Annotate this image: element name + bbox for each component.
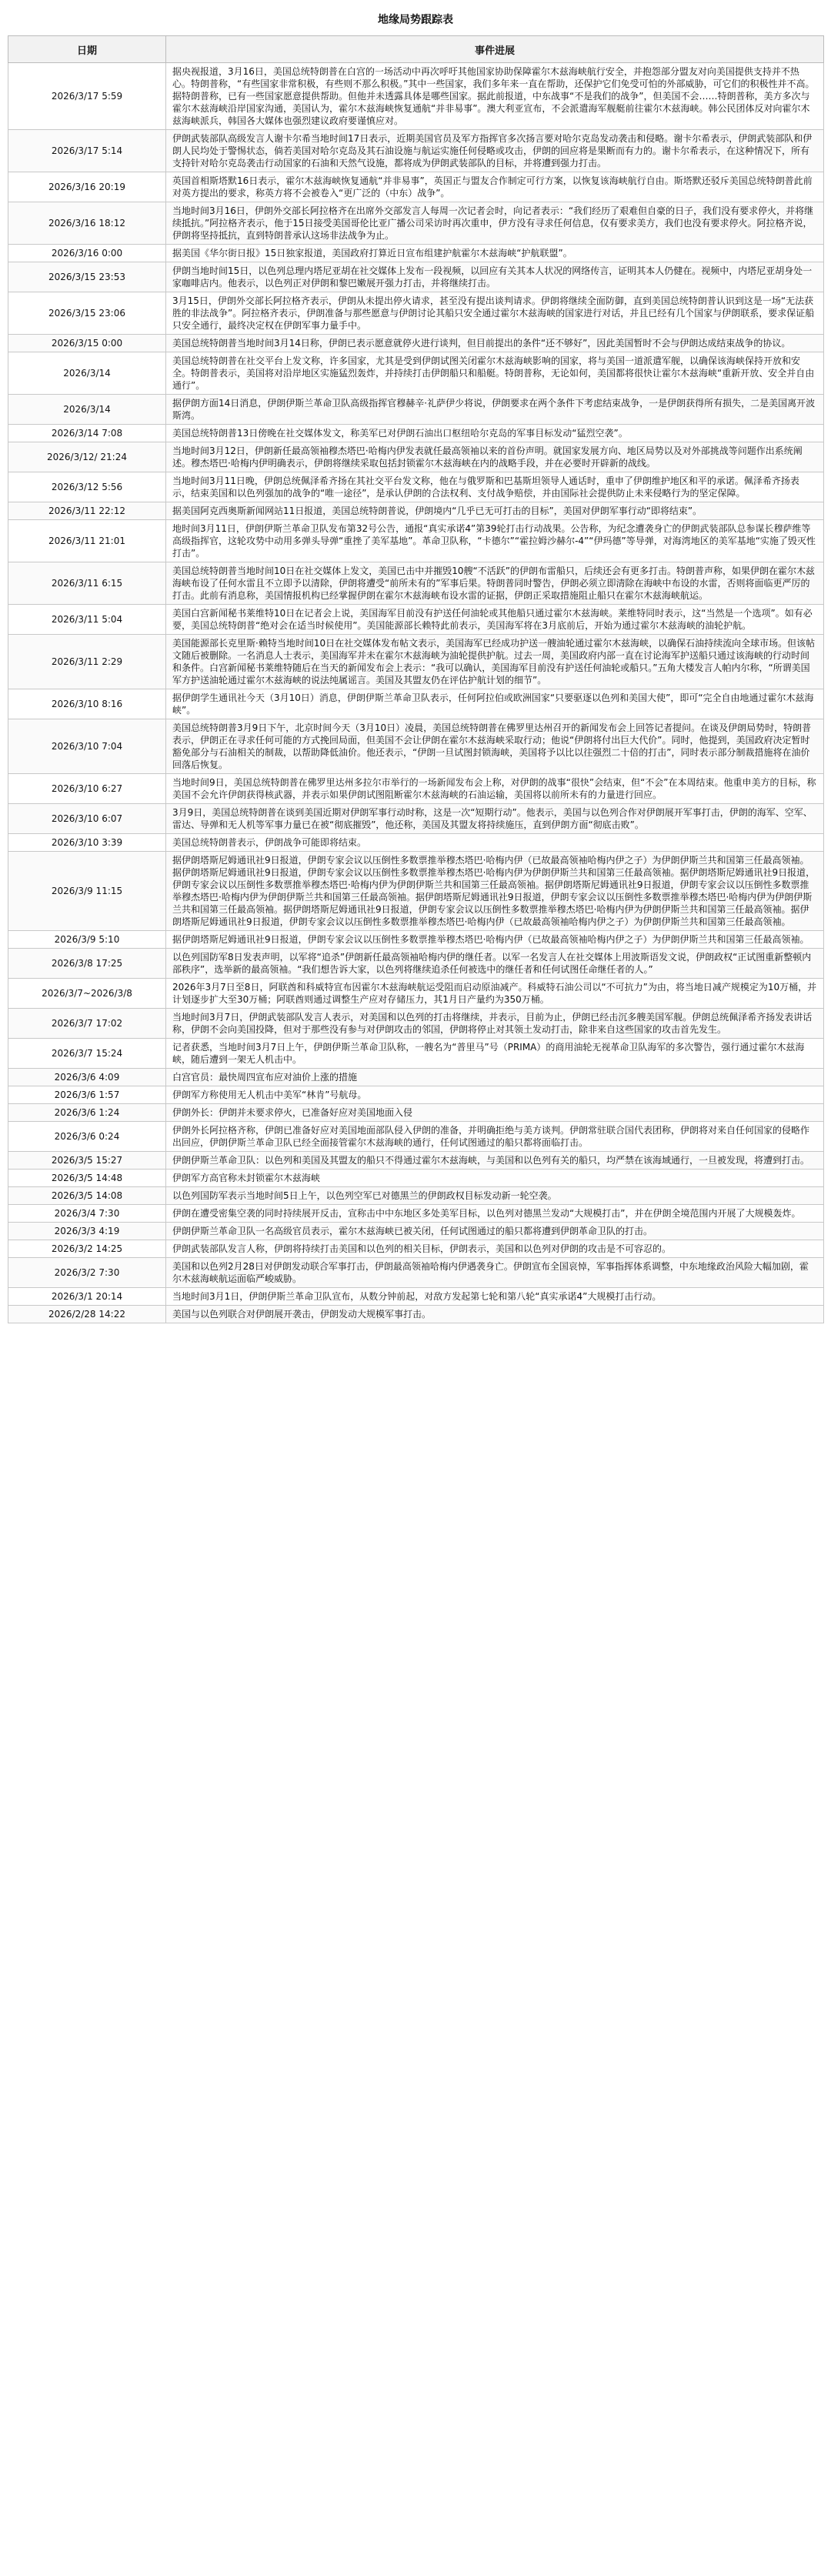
row-event: 据美国阿克西奥斯新闻网站11日报道，美国总统特朗普说，伊朗境内“几乎已无可打击的目标”，美国对伊朗军事行动“即将结束”。 — [166, 502, 824, 520]
tracker-sheet — [8, 5, 823, 1323]
row-event: 伊朗在遭受密集空袭的同时持续展开反击，宣称击中中东地区多处美军目标，以色列对德黑兰发动“大规模打击”，并在伊朗全境范围内开展了大规模轰炸。 — [166, 1205, 824, 1223]
row-date: 2026/3/6 0:24 — [8, 1122, 166, 1152]
table-row — [8, 1205, 824, 1223]
table-row — [8, 425, 824, 442]
row-event: 据伊朗方面14日消息，伊朗伊斯兰革命卫队高级指挥官穆赫辛·礼萨伊少将说，伊朗要求在两个条件下考虑结束战争，一是伊朗获得所有损失，二是美国离开波斯湾。 — [166, 395, 824, 425]
row-date: 2026/3/10 6:27 — [8, 774, 166, 804]
row-date: 2026/3/2 14:25 — [8, 1240, 166, 1258]
row-date: 2026/3/3 4:19 — [8, 1223, 166, 1240]
row-event: 伊朗当地时间15日，以色列总理内塔尼亚胡在社交媒体上发布一段视频，以回应有关其本人状况的网络传言，证明其本人仍健在。视频中，内塔尼亚胡身处一家咖啡店内。他表示，以色列正对伊朗和黎巴嫩展开强力打击，并将继续打击。 — [166, 262, 824, 292]
row-event: 伊朗军方高官称未封锁霍尔木兹海峡 — [166, 1170, 824, 1187]
row-event: 当地时间3月1日，伊朗伊斯兰革命卫队宣布，从数分钟前起，对敌方发起第七轮和第八轮“真实承诺4”大规模打击行动。 — [166, 1288, 824, 1306]
table-row — [8, 774, 824, 804]
row-date: 2026/3/2 7:30 — [8, 1258, 166, 1288]
table-row — [8, 979, 824, 1009]
row-date: 2026/3/5 14:48 — [8, 1170, 166, 1187]
row-date: 2026/3/5 15:27 — [8, 1152, 166, 1170]
row-date: 2026/2/28 14:22 — [8, 1306, 166, 1323]
row-date: 2026/3/16 20:19 — [8, 172, 166, 202]
row-event: 美国总统特朗普在社交平台上发文称，许多国家，尤其是受到伊朗试图关闭霍尔木兹海峡影响的国家，将与美国一道派遣军舰，以确保该海峡保持开放和安全。特朗普表示，美国将对沿岸地区实施猛烈轰炸，并持续打击伊朗船只和船艇。特朗普称，无论如何，美国都将很快让霍尔木兹海峡“重新开放、安全并自由通行”。 — [166, 352, 824, 395]
row-event: 伊朗军方称使用无人机击中美军“林肯”号航母。 — [166, 1086, 824, 1104]
row-event: 以色列国防军表示当地时间5日上午，以色列空军已对德黑兰的伊朗政权目标发动新一轮空袭。 — [166, 1187, 824, 1205]
table-row — [8, 562, 824, 605]
row-event: 据央视报道，3月16日，美国总统特朗普在白宫的一场活动中再次呼吁其他国家协助保障霍尔木兹海峡航行安全，并抱怨部分盟友对向美国提供支持并不热心。特朗普称，“有些国家非常积极，有些则不那么积极。”其中一些国家，我们多年来一直在帮助，还保护它们免受可怕的外部威胁，可它们的积极性并不高。据特朗普称，已有一些国家愿意提供帮助。但他并未透露具体是哪些国家。据此前报道，中东战事“不是我们的战争”，但美国不会……特朗普称，美方多次与霍尔木兹海峡沿岸国家沟通，美国认为，霍尔木兹海峡恢复通航“并非易事”。澳大利亚宣布，不会派遣海军舰艇前往霍尔木兹海峡。韩公民团体反对向霍尔木兹海峡派兵，韩国各大媒体也强烈建议政府要谨慎应对。 — [166, 63, 824, 130]
row-event: 当地时间3月12日，伊朗新任最高领袖穆杰塔巴·哈梅内伊发表就任最高领袖以来的首份声明。就国家发展方向、地区局势以及对外部挑战等问题作出系统阐述。穆杰塔巴·哈梅内伊明确表示，伊朗将继续采取包括封锁霍尔木兹海峡在内的战略手段，并在必要时开辟新的战线。 — [166, 442, 824, 472]
table-row — [8, 1152, 824, 1170]
row-date: 2026/3/14 — [8, 352, 166, 395]
table-row — [8, 1086, 824, 1104]
row-date: 2026/3/10 6:07 — [8, 804, 166, 834]
table-row — [8, 130, 824, 172]
row-date: 2026/3/17 5:59 — [8, 63, 166, 130]
row-date: 2026/3/10 3:39 — [8, 834, 166, 852]
row-event: 当地时间3月7日，伊朗武装部队发言人表示，对美国和以色列的打击将继续，并表示，目前为止，伊朗已经击沉多艘美国军舰。伊朗总统佩泽希齐扬发表讲话称，伊朗不会向美国投降，但对于那些没有参与对伊朗攻击的邻国，伊朗将停止对其领土发动打击，除非来自这些国家的攻击首先发生。 — [166, 1009, 824, 1039]
table-row — [8, 202, 824, 245]
table-row — [8, 1187, 824, 1205]
table-row — [8, 502, 824, 520]
table-row — [8, 931, 824, 949]
row-date: 2026/3/12 5:56 — [8, 472, 166, 502]
table-row — [8, 352, 824, 395]
row-date: 2026/3/10 8:16 — [8, 689, 166, 719]
row-event: 伊朗武装部队发言人称，伊朗将持续打击美国和以色列的相关目标，伊朗表示，美国和以色列对伊朗的攻击是不可容忍的。 — [166, 1240, 824, 1258]
row-date: 2026/3/11 22:12 — [8, 502, 166, 520]
row-event: 美国总统特朗普表示，伊朗战争可能即将结束。 — [166, 834, 824, 852]
table-row — [8, 1223, 824, 1240]
row-event: 以色列国防军8日发表声明，以军将“追杀”伊朗新任最高领袖哈梅内伊的继任者。以军一名发言人在社交媒体上用波斯语发文说，伊朗政权“正试图重新整顿内部秩序”，选举新的最高领袖。“我们想告诉大家，以色列将继续追杀任何被选中的继任者和任何试图任命继任者的人。” — [166, 949, 824, 979]
table-body — [8, 63, 824, 1323]
table-row — [8, 605, 824, 635]
row-event: 美国总统特朗普13日傍晚在社交媒体发文，称美军已对伊朗石油出口枢纽哈尔克岛的军事目标发动“猛烈空袭”。 — [166, 425, 824, 442]
row-event: 当地时间9日，美国总统特朗普在佛罗里达州多拉尔市举行的一场新闻发布会上称，对伊朗的战事“很快”会结束，但“不会”在本周结束。他重申美方的目标，称美国不会允许伊朗获得核武器，并表示如果伊朗试图阻断霍尔木兹海峡的石油运输，美国将以前所未有的力量进行回应。 — [166, 774, 824, 804]
row-event: 英国首相斯塔默16日表示，霍尔木兹海峡恢复通航“并非易事”，英国正与盟友合作制定可行方案，以恢复该海峡航行自由。斯塔默还驳斥美国总统特朗普此前对英方提出的要求，称英方将不会被卷入“更广泛的（中东）战争”。 — [166, 172, 824, 202]
table-row — [8, 1288, 824, 1306]
row-date: 2026/3/11 5:04 — [8, 605, 166, 635]
table-row — [8, 804, 824, 834]
table-row — [8, 172, 824, 202]
row-date: 2026/3/14 7:08 — [8, 425, 166, 442]
table-row — [8, 442, 824, 472]
row-date: 2026/3/6 4:09 — [8, 1069, 166, 1086]
date-column-header: 日期 — [8, 36, 166, 63]
table-row — [8, 1009, 824, 1039]
row-event: 白宫官员：最快周四宣布应对油价上涨的措施 — [166, 1069, 824, 1086]
row-date: 2026/3/9 11:15 — [8, 852, 166, 931]
table-row — [8, 1069, 824, 1086]
table-row — [8, 245, 824, 262]
table-title: 地缘局势跟踪表 — [378, 14, 453, 26]
table-row — [8, 395, 824, 425]
row-event: 美国白宫新闻秘书莱维特10日在记者会上说，美国海军目前没有护送任何油轮或其他船只通过霍尔木兹海峡。莱维特同时表示，这“当然是一个选项”。如有必要，美国总统特朗普“绝对会在适当时候使用”。美国能源部长赖特此前表示，美国海军将在3月底前后，开始为通过霍尔木兹海峡的油轮护航。 — [166, 605, 824, 635]
row-date: 2026/3/14 — [8, 395, 166, 425]
table-row — [8, 852, 824, 931]
row-event: 美国和以色列2月28日对伊朗发动联合军事打击，伊朗最高领袖哈梅内伊遇袭身亡。伊朗宣布全国哀悼，军事指挥体系调整，中东地缘政治风险大幅加剧，霍尔木兹海峡航运面临严峻威胁。 — [166, 1258, 824, 1288]
row-event: 记者获悉，当地时间3月7日上午，伊朗伊斯兰革命卫队称，一艘名为“普里马”号（PRIMA）的商用油轮无视革命卫队海军的多次警告，强行通过霍尔木兹海峡，随后遭到一架无人机击中。 — [166, 1039, 824, 1069]
row-date: 2026/3/6 1:24 — [8, 1104, 166, 1122]
row-event: 地时间3月11日，伊朗伊斯兰革命卫队发布第32号公告，通报“真实承诺4”第39轮打击行动战果。公告称，为纪念遭袭身亡的伊朗武装部队总参谋长穆萨维等高级指挥官，这轮攻势中动用多弹头导弹“重挫了美军基地”。革命卫队称，“卡德尔”“霍拉姆沙赫尔-4”“伊玛德”等导弹，对海湾地区的美军基地“实施了毁灭性打击”。 — [166, 520, 824, 562]
row-event: 美国总统特朗普当地时间10日在社交媒体上发文，美国已击中并摧毁10艘“不活跃”的伊朗布雷船只，后续还会有更多打击。特朗普声称，如果伊朗在霍尔木兹海峡布设了任何水雷且不立即予以清除，伊朗将遭受“前所未有的”军事后果。特朗普同时警告，伊朗必须立即清除在海峡中布设的水雷，否则将面临更严厉的打击。此前有消息称，美国情报机构已经掌握伊朗在霍尔木兹海峡布设水雷的证据，伊朗正采取措施阻止船只在霍尔木兹海峡航运。 — [166, 562, 824, 605]
table-row — [8, 1039, 824, 1069]
row-date: 2026/3/11 6:15 — [8, 562, 166, 605]
row-event: 2026年3月7日至8日，阿联酋和科威特宣布因霍尔木兹海峡航运受阻而启动原油减产。科威特石油公司以“不可抗力”为由，将当地日减产规模定为10万桶，并计划逐步扩大至30万桶；阿联酋则通过调整生产应对存储压力，其1月日产量约为350万桶。 — [166, 979, 824, 1009]
table-row — [8, 689, 824, 719]
table-row — [8, 1104, 824, 1122]
table-row — [8, 719, 824, 774]
row-event: 伊朗武装部队高级发言人谢卡尔希当地时间17日表示，近期美国官员及军方指挥官多次扬言要对哈尔克岛发动袭击和侵略。谢卡尔希表示，伊朗武装部队和伊朗人民均处于警惕状态，倘若美国对哈尔克岛及其石油设施与航运实施任何侵略或攻击，伊朗的回应将是果断而有力的。谢卡尔希表示，在这种情况下，所有支持针对哈尔克岛袭击行动国家的石油和天然气设施，都将成为伊朗武装部队的目标，并将遭到强力打击。 — [166, 130, 824, 172]
row-event: 据伊朗学生通讯社今天（3月10日）消息，伊朗伊斯兰革命卫队表示，任何阿拉伯或欧洲国家“只要驱逐以色列和美国大使”，即可“完全自由地通过霍尔木兹海峡”。 — [166, 689, 824, 719]
row-date: 2026/3/5 14:08 — [8, 1187, 166, 1205]
row-event: 伊朗伊斯兰革命卫队一名高级官员表示，霍尔木兹海峡已被关闭，任何试图通过的船只都将遭到伊朗革命卫队的打击。 — [166, 1223, 824, 1240]
row-event: 伊朗外长阿拉格齐称，伊朗已准备好应对美国地面部队侵入伊朗的准备，并明确拒绝与美方谈判。伊朗常驻联合国代表团称，伊朗将对来自任何国家的侵略作出回应，伊朗伊斯兰革命卫队已经全面接管霍尔木兹海峡的通行，任何试图通过的船只都将面临打击。 — [166, 1122, 824, 1152]
row-event: 据伊朗塔斯尼姆通讯社9日报道，伊朗专家会议以压倒性多数票推举穆杰塔巴·哈梅内伊（已故最高领袖哈梅内伊之子）为伊朗伊斯兰共和国第三任最高领袖。据伊朗塔斯尼姆通讯社9日报道，伊朗专家会议以压倒性多数票推举穆杰塔巴·哈梅内伊为伊朗伊斯兰共和国第三任最高领袖。据伊朗塔斯尼姆通讯社9日报道，伊朗专家会议以压倒性多数票推举穆杰塔巴·哈梅内伊为伊朗伊斯兰共和国第三任最高领袖。据伊朗塔斯尼姆通讯社9日报道，伊朗专家会议以压倒性多数票推举穆杰塔巴·哈梅内伊为伊朗伊斯兰共和国第三任最高领袖。据伊朗塔斯尼姆通讯社9日报道，伊朗专家会议以压倒性多数票推举穆杰塔巴·哈梅内伊为伊朗伊斯兰共和国第三任最高领袖。据伊朗塔斯尼姆通讯社9日报道，伊朗专家会议以压倒性多数票推举穆杰塔巴·哈梅内伊为伊朗伊斯兰共和国第三任最高领袖。据伊朗塔斯尼姆通讯社9日报道，伊朗专家会议以压倒性多数票推举穆杰塔巴·哈梅内伊（已故最高领袖哈梅内伊之子）为伊朗伊斯兰共和国第三任最高领袖。 — [166, 852, 824, 931]
table-row — [8, 635, 824, 689]
table-row — [8, 949, 824, 979]
row-date: 2026/3/10 7:04 — [8, 719, 166, 774]
table-row — [8, 63, 824, 130]
row-date: 2026/3/12/ 21:24 — [8, 442, 166, 472]
table-row — [8, 1258, 824, 1288]
table-row — [8, 1240, 824, 1258]
row-event: 据伊朗塔斯尼姆通讯社9日报道，伊朗专家会议以压倒性多数票推举穆杰塔巴·哈梅内伊（已故最高领袖哈梅内伊之子）为伊朗伊斯兰共和国第三任最高领袖。 — [166, 931, 824, 949]
header-row — [8, 36, 824, 63]
row-event: 美国总统特朗普3月9日下午，北京时间今天（3月10日）凌晨，美国总统特朗普在佛罗里达州召开的新闻发布会上回答记者提问。在谈及伊朗局势时，特朗普表示，伊朗正在寻求任何可能的方式挽回局面，但美国不会让伊朗在霍尔木兹海峡采取行动；他说“伊朗将付出巨大代价”。同时，他提到，美国政府决定暂时豁免部分与石油相关的制裁，以帮助降低油价。他还表示，“伊朗一旦试图封锁海峡，美国将予以比以往强烈二十倍的打击”，同时表示部分制裁措施将在油价回落后恢复。 — [166, 719, 824, 774]
row-date: 2026/3/15 0:00 — [8, 335, 166, 352]
row-event: 美国与以色列联合对伊朗展开袭击，伊朗发动大规模军事打击。 — [166, 1306, 824, 1323]
row-date: 2026/3/7 17:02 — [8, 1009, 166, 1039]
row-event: 美国能源部长克里斯·赖特当地时间10日在社交媒体发布帖文表示，美国海军已经成功护送一艘油轮通过霍尔木兹海峡，以确保石油持续流向全球市场。但该帖文随后被删除。一名消息人士表示，美国海军并未在霍尔木兹海峡为油轮提供护航。过去一周，美国政府内部一直在讨论海军护送船只通过该海峡的行动时间和条件。白宫新闻秘书莱维特随后在当天的新闻发布会上表示：“我可以确认，美国海军目前没有护送任何油轮或船只。”五角大楼发言人帕内尔称，“所谓美国军方护送油轮通过霍尔木兹海峡的说法纯属谣言。美国及其盟友仍在评估护航计划的细节”。 — [166, 635, 824, 689]
row-date: 2026/3/7~2026/3/8 — [8, 979, 166, 1009]
row-date: 2026/3/11 2:29 — [8, 635, 166, 689]
row-event: 3月15日，伊朗外交部长阿拉格齐表示，伊朗从未提出停火请求，甚至没有提出谈判请求。伊朗将继续全面防御，直到美国总统特朗普认识到这是一场“无法获胜的非法战争”。阿拉格齐表示，伊朗准备与那些愿意与伊朗讨论其船只安全通过霍尔木兹海峡的国家进行对话，并且已经有几个国家与伊朗联系，要求保证船只安全通行，最终决定权在伊朗军事力量手中。 — [166, 292, 824, 335]
table-row — [8, 335, 824, 352]
row-event: 据美国《华尔街日报》15日独家报道，美国政府打算近日宣布组建护航霍尔木兹海峡“护航联盟”。 — [166, 245, 824, 262]
row-event: 当地时间3月11日晚，伊朗总统佩泽希齐扬在其社交平台发文称，他在与俄罗斯和巴基斯坦领导人通话时，重申了伊朗维护地区和平的承诺。佩泽希齐扬表示，结束美国和以色列强加的战争的“唯一途径”，是承认伊朗的合法权利、支付战争赔偿，并由国际社会提供防止未来侵略行为的坚定保障。 — [166, 472, 824, 502]
row-date: 2026/3/9 5:10 — [8, 931, 166, 949]
table-row — [8, 520, 824, 562]
row-date: 2026/3/16 0:00 — [8, 245, 166, 262]
row-date: 2026/3/15 23:06 — [8, 292, 166, 335]
row-date: 2026/3/11 21:01 — [8, 520, 166, 562]
row-date: 2026/3/15 23:53 — [8, 262, 166, 292]
row-date: 2026/3/16 18:12 — [8, 202, 166, 245]
row-event: 伊朗外长：伊朗并未要求停火，已准备好应对美国地面入侵 — [166, 1104, 824, 1122]
table-row — [8, 262, 824, 292]
table-row — [8, 472, 824, 502]
row-event: 当地时间3月16日，伊朗外交部长阿拉格齐在出席外交部发言人每周一次记者会时，向记者表示：“我们经历了艰难但自豪的日子，我们没有要求停火，并将继续抵抗。”阿拉格齐表示，他于15日接受美国哥伦比亚广播公司采访时再次重申，伊方没有寻求任何信息，仅有要求美方，我们也没有要求停火。阿拉格齐说，伊朗将坚持抵抗，直到特朗普承认这场非法战争为止。 — [166, 202, 824, 245]
row-date: 2026/3/1 20:14 — [8, 1288, 166, 1306]
event-column-header: 事件进展 — [166, 36, 824, 63]
row-date: 2026/3/4 7:30 — [8, 1205, 166, 1223]
table-row — [8, 292, 824, 335]
row-event: 3月9日，美国总统特朗普在谈到美国近期对伊朗军事行动时称，这是一次“短期行动”。他表示，美国与以色列合作对伊朗展开军事打击，伊朗的海军、空军、雷达、导弹和无人机等军事力量已在被“彻底摧毁”，他还称，美国及其盟友将持续施压，直到伊朗方面“彻底击败”。 — [166, 804, 824, 834]
row-event: 美国总统特朗普当地时间3月14日称，伊朗已表示愿意就停火进行谈判，但目前提出的条件“还不够好”，因此美国暂时不会与伊朗达成结束战争的协议。 — [166, 335, 824, 352]
row-date: 2026/3/6 1:57 — [8, 1086, 166, 1104]
events-table — [8, 35, 824, 1323]
table-row — [8, 1170, 824, 1187]
table-row — [8, 1122, 824, 1152]
row-date: 2026/3/17 5:14 — [8, 130, 166, 172]
table-row — [8, 834, 824, 852]
table-row — [8, 1306, 824, 1323]
row-date: 2026/3/7 15:24 — [8, 1039, 166, 1069]
row-date: 2026/3/8 17:25 — [8, 949, 166, 979]
row-event: 伊朗伊斯兰革命卫队：以色列和美国及其盟友的船只不得通过霍尔木兹海峡，与美国和以色列有关的船只，均严禁在该海域通行，一旦被发现，将遭到打击。 — [166, 1152, 824, 1170]
